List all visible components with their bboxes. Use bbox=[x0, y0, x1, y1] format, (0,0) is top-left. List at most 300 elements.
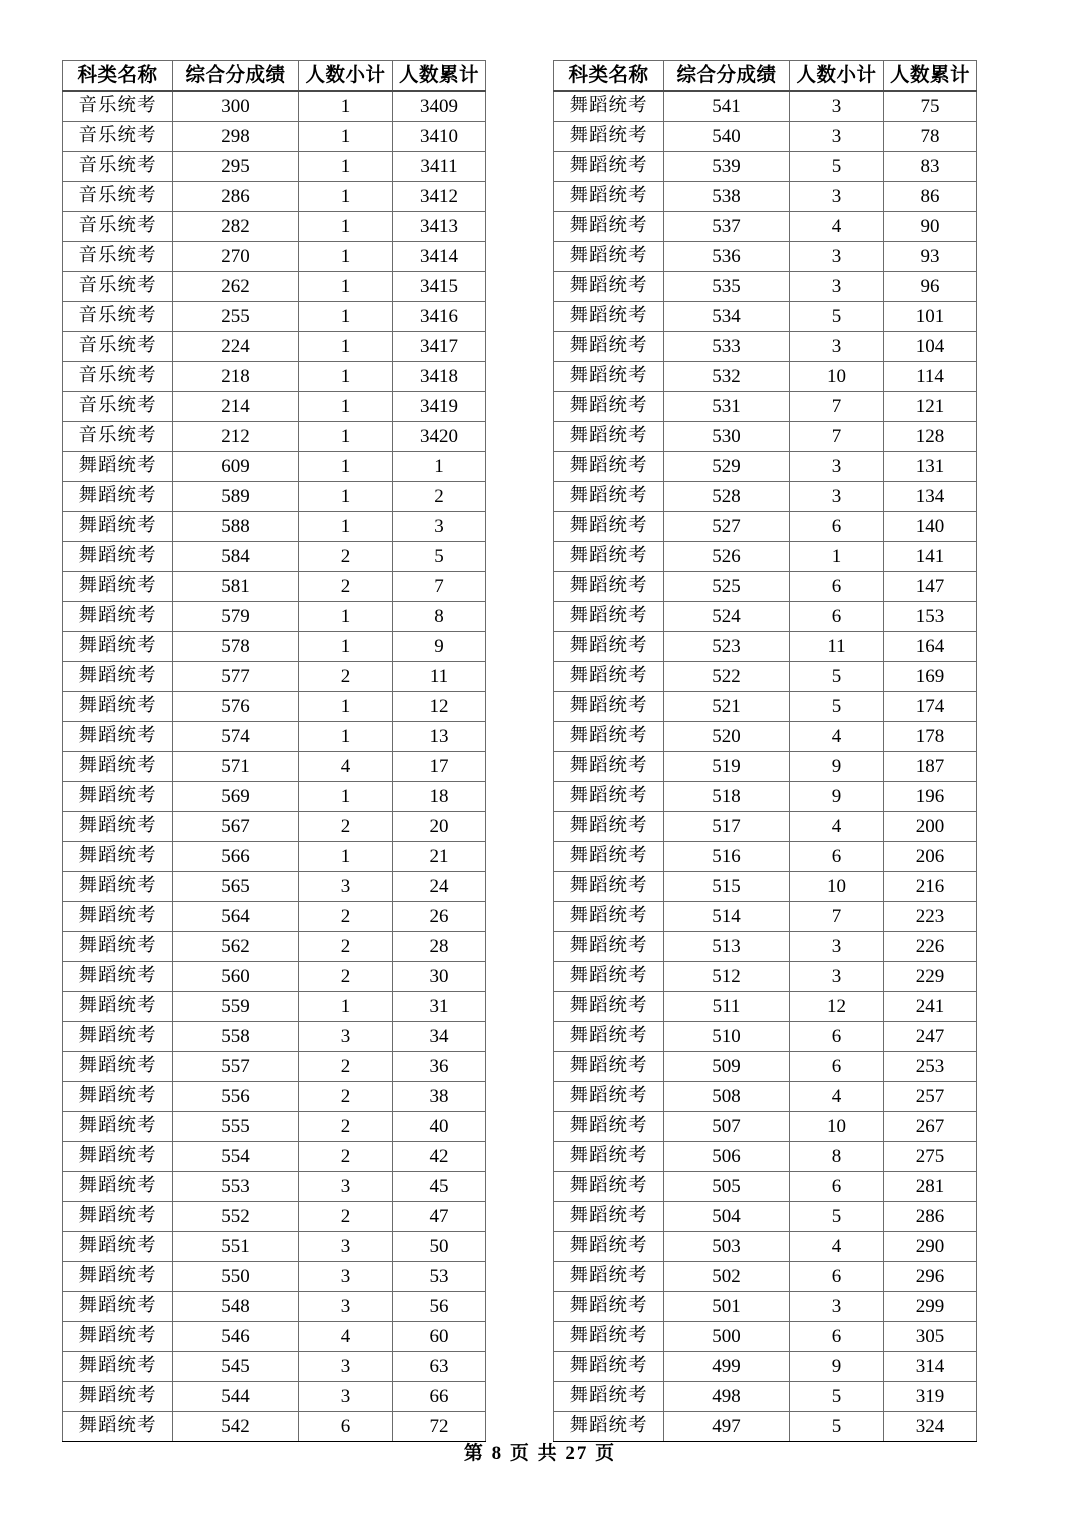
cell-cumulative: 42 bbox=[393, 1142, 486, 1172]
cell-cumulative: 147 bbox=[884, 572, 977, 602]
cell-score: 540 bbox=[664, 122, 790, 152]
cell-subtotal: 2 bbox=[299, 572, 393, 602]
cell-subtotal: 3 bbox=[790, 122, 884, 152]
cell-subtotal: 2 bbox=[299, 1142, 393, 1172]
cell-score: 532 bbox=[664, 362, 790, 392]
cell-subtotal: 4 bbox=[299, 752, 393, 782]
cell-score: 545 bbox=[173, 1352, 299, 1382]
cell-subtotal: 4 bbox=[790, 212, 884, 242]
cell-score: 535 bbox=[664, 272, 790, 302]
cell-subtotal: 3 bbox=[299, 1262, 393, 1292]
cell-subtotal: 1 bbox=[299, 152, 393, 182]
table-row bbox=[554, 1382, 977, 1412]
cell-category: 舞蹈统考 bbox=[63, 542, 173, 572]
cell-score: 507 bbox=[664, 1112, 790, 1142]
cell-category: 舞蹈统考 bbox=[63, 1052, 173, 1082]
cell-cumulative: 53 bbox=[393, 1262, 486, 1292]
cell-score: 609 bbox=[173, 452, 299, 482]
cell-subtotal: 3 bbox=[790, 452, 884, 482]
cell-subtotal: 4 bbox=[790, 812, 884, 842]
cell-cumulative: 257 bbox=[884, 1082, 977, 1112]
cell-category: 音乐统考 bbox=[63, 272, 173, 302]
cell-cumulative: 28 bbox=[393, 932, 486, 962]
cell-category: 舞蹈统考 bbox=[554, 392, 664, 422]
cell-cumulative: 3417 bbox=[393, 332, 486, 362]
cell-cumulative: 96 bbox=[884, 272, 977, 302]
cell-cumulative: 31 bbox=[393, 992, 486, 1022]
cell-score: 552 bbox=[173, 1202, 299, 1232]
cell-score: 537 bbox=[664, 212, 790, 242]
table-row bbox=[63, 182, 486, 212]
cell-score: 506 bbox=[664, 1142, 790, 1172]
cell-score: 529 bbox=[664, 452, 790, 482]
cell-subtotal: 1 bbox=[299, 422, 393, 452]
cell-score: 497 bbox=[664, 1412, 790, 1442]
cell-category: 舞蹈统考 bbox=[554, 542, 664, 572]
cell-subtotal: 3 bbox=[790, 482, 884, 512]
cell-score: 588 bbox=[173, 512, 299, 542]
cell-category: 舞蹈统考 bbox=[63, 602, 173, 632]
cell-score: 500 bbox=[664, 1322, 790, 1352]
cell-subtotal: 6 bbox=[790, 1172, 884, 1202]
table-row bbox=[554, 602, 977, 632]
table-row bbox=[63, 662, 486, 692]
cell-cumulative: 75 bbox=[884, 91, 977, 122]
cell-category: 舞蹈统考 bbox=[554, 752, 664, 782]
cell-category: 舞蹈统考 bbox=[554, 152, 664, 182]
table-row bbox=[554, 362, 977, 392]
cell-category: 舞蹈统考 bbox=[63, 1322, 173, 1352]
cell-category: 舞蹈统考 bbox=[554, 1082, 664, 1112]
cell-subtotal: 5 bbox=[790, 692, 884, 722]
cell-category: 舞蹈统考 bbox=[63, 632, 173, 662]
table-row bbox=[63, 272, 486, 302]
cell-category: 音乐统考 bbox=[63, 422, 173, 452]
cell-subtotal: 5 bbox=[790, 662, 884, 692]
cell-cumulative: 8 bbox=[393, 602, 486, 632]
cell-category: 舞蹈统考 bbox=[554, 212, 664, 242]
table-row bbox=[554, 1052, 977, 1082]
cell-cumulative: 153 bbox=[884, 602, 977, 632]
cell-subtotal: 4 bbox=[299, 1322, 393, 1352]
cell-subtotal: 2 bbox=[299, 1082, 393, 1112]
cell-score: 539 bbox=[664, 152, 790, 182]
cell-subtotal: 2 bbox=[299, 902, 393, 932]
cell-score: 565 bbox=[173, 872, 299, 902]
cell-subtotal: 4 bbox=[790, 1082, 884, 1112]
cell-subtotal: 6 bbox=[299, 1412, 393, 1442]
cell-subtotal: 2 bbox=[299, 812, 393, 842]
cell-score: 516 bbox=[664, 842, 790, 872]
cell-cumulative: 169 bbox=[884, 662, 977, 692]
cell-cumulative: 2 bbox=[393, 482, 486, 512]
cell-category: 舞蹈统考 bbox=[554, 782, 664, 812]
cell-score: 517 bbox=[664, 812, 790, 842]
cell-score: 557 bbox=[173, 1052, 299, 1082]
page-footer: 第 8 页 共 27 页 bbox=[463, 1443, 617, 1464]
cell-category: 舞蹈统考 bbox=[554, 122, 664, 152]
cell-score: 551 bbox=[173, 1232, 299, 1262]
cell-score: 501 bbox=[664, 1292, 790, 1322]
cell-cumulative: 174 bbox=[884, 692, 977, 722]
cell-score: 546 bbox=[173, 1322, 299, 1352]
cell-category: 舞蹈统考 bbox=[554, 302, 664, 332]
cell-subtotal: 1 bbox=[790, 542, 884, 572]
table-row bbox=[554, 1202, 977, 1232]
cell-cumulative: 3409 bbox=[393, 91, 486, 122]
cell-cumulative: 26 bbox=[393, 902, 486, 932]
cell-category: 音乐统考 bbox=[63, 152, 173, 182]
table-row bbox=[554, 782, 977, 812]
table-row bbox=[63, 1412, 486, 1442]
cell-subtotal: 10 bbox=[790, 362, 884, 392]
cell-subtotal: 3 bbox=[299, 1292, 393, 1322]
cell-score: 224 bbox=[173, 332, 299, 362]
cell-category: 舞蹈统考 bbox=[554, 872, 664, 902]
cell-cumulative: 141 bbox=[884, 542, 977, 572]
cell-category: 舞蹈统考 bbox=[63, 1262, 173, 1292]
table-row bbox=[63, 152, 486, 182]
cell-score: 564 bbox=[173, 902, 299, 932]
cell-score: 566 bbox=[173, 842, 299, 872]
cell-category: 舞蹈统考 bbox=[63, 662, 173, 692]
cell-cumulative: 131 bbox=[884, 452, 977, 482]
table-row bbox=[554, 542, 977, 572]
cell-subtotal: 6 bbox=[790, 1052, 884, 1082]
column-header-name: 科类名称 bbox=[554, 61, 664, 92]
cell-subtotal: 7 bbox=[790, 392, 884, 422]
table-row bbox=[63, 212, 486, 242]
cell-score: 510 bbox=[664, 1022, 790, 1052]
cell-category: 舞蹈统考 bbox=[63, 752, 173, 782]
cell-subtotal: 1 bbox=[299, 91, 393, 122]
cell-category: 舞蹈统考 bbox=[63, 962, 173, 992]
table-row bbox=[63, 1232, 486, 1262]
cell-subtotal: 5 bbox=[790, 152, 884, 182]
cell-subtotal: 1 bbox=[299, 392, 393, 422]
table-row bbox=[63, 632, 486, 662]
cell-category: 舞蹈统考 bbox=[63, 992, 173, 1022]
cell-score: 511 bbox=[664, 992, 790, 1022]
cell-score: 541 bbox=[664, 91, 790, 122]
table-row bbox=[63, 872, 486, 902]
cell-score: 569 bbox=[173, 782, 299, 812]
cell-category: 音乐统考 bbox=[63, 332, 173, 362]
table-row bbox=[554, 1142, 977, 1172]
table-row bbox=[63, 932, 486, 962]
table-row bbox=[63, 602, 486, 632]
cell-cumulative: 45 bbox=[393, 1172, 486, 1202]
cell-cumulative: 216 bbox=[884, 872, 977, 902]
cell-subtotal: 12 bbox=[790, 992, 884, 1022]
table-row bbox=[554, 332, 977, 362]
cell-category: 音乐统考 bbox=[63, 212, 173, 242]
table-row bbox=[554, 122, 977, 152]
cell-cumulative: 229 bbox=[884, 962, 977, 992]
table-row bbox=[554, 152, 977, 182]
cell-score: 212 bbox=[173, 422, 299, 452]
cell-category: 舞蹈统考 bbox=[554, 932, 664, 962]
cell-subtotal: 3 bbox=[790, 182, 884, 212]
cell-cumulative: 187 bbox=[884, 752, 977, 782]
table-row bbox=[554, 1172, 977, 1202]
cell-category: 舞蹈统考 bbox=[63, 1142, 173, 1172]
cell-category: 舞蹈统考 bbox=[554, 332, 664, 362]
table-row bbox=[554, 842, 977, 872]
cell-category: 舞蹈统考 bbox=[554, 722, 664, 752]
cell-subtotal: 6 bbox=[790, 512, 884, 542]
cell-cumulative: 7 bbox=[393, 572, 486, 602]
table-row bbox=[63, 452, 486, 482]
cell-category: 舞蹈统考 bbox=[554, 1352, 664, 1382]
cell-category: 舞蹈统考 bbox=[554, 662, 664, 692]
cell-category: 音乐统考 bbox=[63, 392, 173, 422]
cell-subtotal: 6 bbox=[790, 1322, 884, 1352]
cell-cumulative: 299 bbox=[884, 1292, 977, 1322]
cell-category: 舞蹈统考 bbox=[554, 1322, 664, 1352]
cell-subtotal: 6 bbox=[790, 1262, 884, 1292]
cell-score: 286 bbox=[173, 182, 299, 212]
cell-category: 舞蹈统考 bbox=[554, 1052, 664, 1082]
cell-subtotal: 4 bbox=[790, 1232, 884, 1262]
table-row bbox=[63, 512, 486, 542]
table-row bbox=[554, 1022, 977, 1052]
cell-cumulative: 305 bbox=[884, 1322, 977, 1352]
cell-category: 舞蹈统考 bbox=[63, 1112, 173, 1142]
cell-cumulative: 38 bbox=[393, 1082, 486, 1112]
cell-score: 542 bbox=[173, 1412, 299, 1442]
table-row bbox=[554, 1262, 977, 1292]
cell-score: 544 bbox=[173, 1382, 299, 1412]
cell-subtotal: 1 bbox=[299, 512, 393, 542]
right-score-table bbox=[553, 60, 977, 1442]
cell-score: 521 bbox=[664, 692, 790, 722]
cell-subtotal: 3 bbox=[299, 1232, 393, 1262]
left-table-head bbox=[63, 61, 486, 92]
cell-cumulative: 83 bbox=[884, 152, 977, 182]
cell-cumulative: 101 bbox=[884, 302, 977, 332]
cell-score: 502 bbox=[664, 1262, 790, 1292]
cell-cumulative: 275 bbox=[884, 1142, 977, 1172]
left-table-body bbox=[63, 91, 486, 1442]
cell-score: 522 bbox=[664, 662, 790, 692]
table-row bbox=[554, 392, 977, 422]
cell-category: 舞蹈统考 bbox=[554, 632, 664, 662]
cell-score: 533 bbox=[664, 332, 790, 362]
table-row bbox=[63, 1262, 486, 1292]
cell-subtotal: 2 bbox=[299, 932, 393, 962]
cell-score: 550 bbox=[173, 1262, 299, 1292]
table-row bbox=[63, 1082, 486, 1112]
cell-category: 舞蹈统考 bbox=[63, 872, 173, 902]
cell-score: 555 bbox=[173, 1112, 299, 1142]
cell-category: 舞蹈统考 bbox=[554, 362, 664, 392]
cell-subtotal: 1 bbox=[299, 632, 393, 662]
table-row bbox=[554, 182, 977, 212]
cell-category: 舞蹈统考 bbox=[63, 692, 173, 722]
cell-cumulative: 40 bbox=[393, 1112, 486, 1142]
cell-cumulative: 34 bbox=[393, 1022, 486, 1052]
cell-score: 589 bbox=[173, 482, 299, 512]
table-row bbox=[63, 1112, 486, 1142]
table-row bbox=[554, 632, 977, 662]
cell-subtotal: 1 bbox=[299, 992, 393, 1022]
cell-category: 舞蹈统考 bbox=[63, 1022, 173, 1052]
cell-score: 577 bbox=[173, 662, 299, 692]
cell-category: 舞蹈统考 bbox=[554, 1142, 664, 1172]
cell-cumulative: 3411 bbox=[393, 152, 486, 182]
cell-cumulative: 241 bbox=[884, 992, 977, 1022]
cell-category: 舞蹈统考 bbox=[554, 422, 664, 452]
cell-category: 舞蹈统考 bbox=[63, 1412, 173, 1442]
cell-category: 舞蹈统考 bbox=[554, 962, 664, 992]
column-header-cumulative: 人数累计 bbox=[393, 61, 486, 92]
cell-cumulative: 319 bbox=[884, 1382, 977, 1412]
cell-score: 499 bbox=[664, 1352, 790, 1382]
cell-score: 498 bbox=[664, 1382, 790, 1412]
table-row bbox=[554, 512, 977, 542]
cell-score: 578 bbox=[173, 632, 299, 662]
cell-score: 518 bbox=[664, 782, 790, 812]
cell-score: 579 bbox=[173, 602, 299, 632]
cell-subtotal: 6 bbox=[790, 572, 884, 602]
cell-cumulative: 286 bbox=[884, 1202, 977, 1232]
table-row bbox=[63, 122, 486, 152]
cell-category: 舞蹈统考 bbox=[63, 1172, 173, 1202]
table-row bbox=[554, 722, 977, 752]
cell-subtotal: 2 bbox=[299, 1112, 393, 1142]
cell-category: 舞蹈统考 bbox=[554, 1292, 664, 1322]
table-row bbox=[63, 362, 486, 392]
table-row bbox=[554, 1082, 977, 1112]
cell-score: 509 bbox=[664, 1052, 790, 1082]
table-row bbox=[63, 1202, 486, 1232]
cell-category: 舞蹈统考 bbox=[63, 512, 173, 542]
table-row bbox=[63, 722, 486, 752]
cell-score: 553 bbox=[173, 1172, 299, 1202]
cell-score: 504 bbox=[664, 1202, 790, 1232]
cell-score: 214 bbox=[173, 392, 299, 422]
cell-score: 505 bbox=[664, 1172, 790, 1202]
cell-category: 舞蹈统考 bbox=[554, 1412, 664, 1442]
table-row bbox=[63, 1052, 486, 1082]
cell-cumulative: 24 bbox=[393, 872, 486, 902]
table-row bbox=[63, 752, 486, 782]
cell-cumulative: 200 bbox=[884, 812, 977, 842]
cell-cumulative: 5 bbox=[393, 542, 486, 572]
cell-score: 531 bbox=[664, 392, 790, 422]
cell-category: 舞蹈统考 bbox=[554, 272, 664, 302]
cell-category: 舞蹈统考 bbox=[554, 812, 664, 842]
cell-subtotal: 5 bbox=[790, 1412, 884, 1442]
cell-score: 530 bbox=[664, 422, 790, 452]
table-row bbox=[554, 662, 977, 692]
cell-cumulative: 314 bbox=[884, 1352, 977, 1382]
table-row bbox=[63, 692, 486, 722]
cell-cumulative: 3414 bbox=[393, 242, 486, 272]
cell-score: 255 bbox=[173, 302, 299, 332]
table-row bbox=[554, 1352, 977, 1382]
cell-cumulative: 72 bbox=[393, 1412, 486, 1442]
table-row bbox=[63, 242, 486, 272]
right-table-wrapper bbox=[553, 60, 977, 1442]
cell-cumulative: 104 bbox=[884, 332, 977, 362]
table-row bbox=[554, 1112, 977, 1142]
cell-category: 舞蹈统考 bbox=[63, 1082, 173, 1112]
cell-category: 舞蹈统考 bbox=[63, 932, 173, 962]
cell-cumulative: 20 bbox=[393, 812, 486, 842]
cell-subtotal: 3 bbox=[299, 1352, 393, 1382]
tables-area bbox=[0, 60, 1080, 1442]
cell-cumulative: 13 bbox=[393, 722, 486, 752]
cell-cumulative: 63 bbox=[393, 1352, 486, 1382]
cell-category: 舞蹈统考 bbox=[554, 1202, 664, 1232]
right-table-head bbox=[554, 61, 977, 92]
cell-cumulative: 56 bbox=[393, 1292, 486, 1322]
cell-subtotal: 3 bbox=[790, 242, 884, 272]
cell-category: 舞蹈统考 bbox=[63, 572, 173, 602]
cell-score: 514 bbox=[664, 902, 790, 932]
cell-cumulative: 17 bbox=[393, 752, 486, 782]
cell-subtotal: 3 bbox=[299, 1382, 393, 1412]
cell-cumulative: 3416 bbox=[393, 302, 486, 332]
cell-category: 舞蹈统考 bbox=[63, 842, 173, 872]
cell-subtotal: 1 bbox=[299, 602, 393, 632]
cell-cumulative: 11 bbox=[393, 662, 486, 692]
cell-cumulative: 30 bbox=[393, 962, 486, 992]
table-row bbox=[554, 932, 977, 962]
cell-score: 567 bbox=[173, 812, 299, 842]
table-row bbox=[554, 1232, 977, 1262]
cell-category: 舞蹈统考 bbox=[63, 782, 173, 812]
table-row bbox=[554, 91, 977, 122]
cell-cumulative: 140 bbox=[884, 512, 977, 542]
cell-score: 584 bbox=[173, 542, 299, 572]
table-row bbox=[63, 1382, 486, 1412]
table-row bbox=[554, 452, 977, 482]
table-row bbox=[554, 812, 977, 842]
table-row bbox=[63, 962, 486, 992]
table-row bbox=[63, 992, 486, 1022]
table-row bbox=[554, 1292, 977, 1322]
cell-category: 舞蹈统考 bbox=[63, 812, 173, 842]
cell-subtotal: 3 bbox=[790, 91, 884, 122]
right-table-body bbox=[554, 91, 977, 1442]
cell-category: 音乐统考 bbox=[63, 91, 173, 122]
cell-cumulative: 164 bbox=[884, 632, 977, 662]
cell-subtotal: 2 bbox=[299, 542, 393, 572]
table-row bbox=[554, 752, 977, 782]
table-row bbox=[63, 1292, 486, 1322]
cell-score: 548 bbox=[173, 1292, 299, 1322]
cell-cumulative: 47 bbox=[393, 1202, 486, 1232]
cell-subtotal: 3 bbox=[299, 872, 393, 902]
cell-score: 536 bbox=[664, 242, 790, 272]
cell-category: 舞蹈统考 bbox=[554, 692, 664, 722]
cell-subtotal: 3 bbox=[299, 1172, 393, 1202]
left-score-table bbox=[62, 60, 486, 1442]
table-row bbox=[554, 992, 977, 1022]
cell-cumulative: 247 bbox=[884, 1022, 977, 1052]
cell-category: 舞蹈统考 bbox=[63, 1202, 173, 1232]
cell-category: 舞蹈统考 bbox=[554, 1022, 664, 1052]
cell-cumulative: 66 bbox=[393, 1382, 486, 1412]
cell-category: 舞蹈统考 bbox=[554, 482, 664, 512]
cell-score: 559 bbox=[173, 992, 299, 1022]
cell-score: 538 bbox=[664, 182, 790, 212]
cell-subtotal: 2 bbox=[299, 1052, 393, 1082]
cell-subtotal: 1 bbox=[299, 452, 393, 482]
